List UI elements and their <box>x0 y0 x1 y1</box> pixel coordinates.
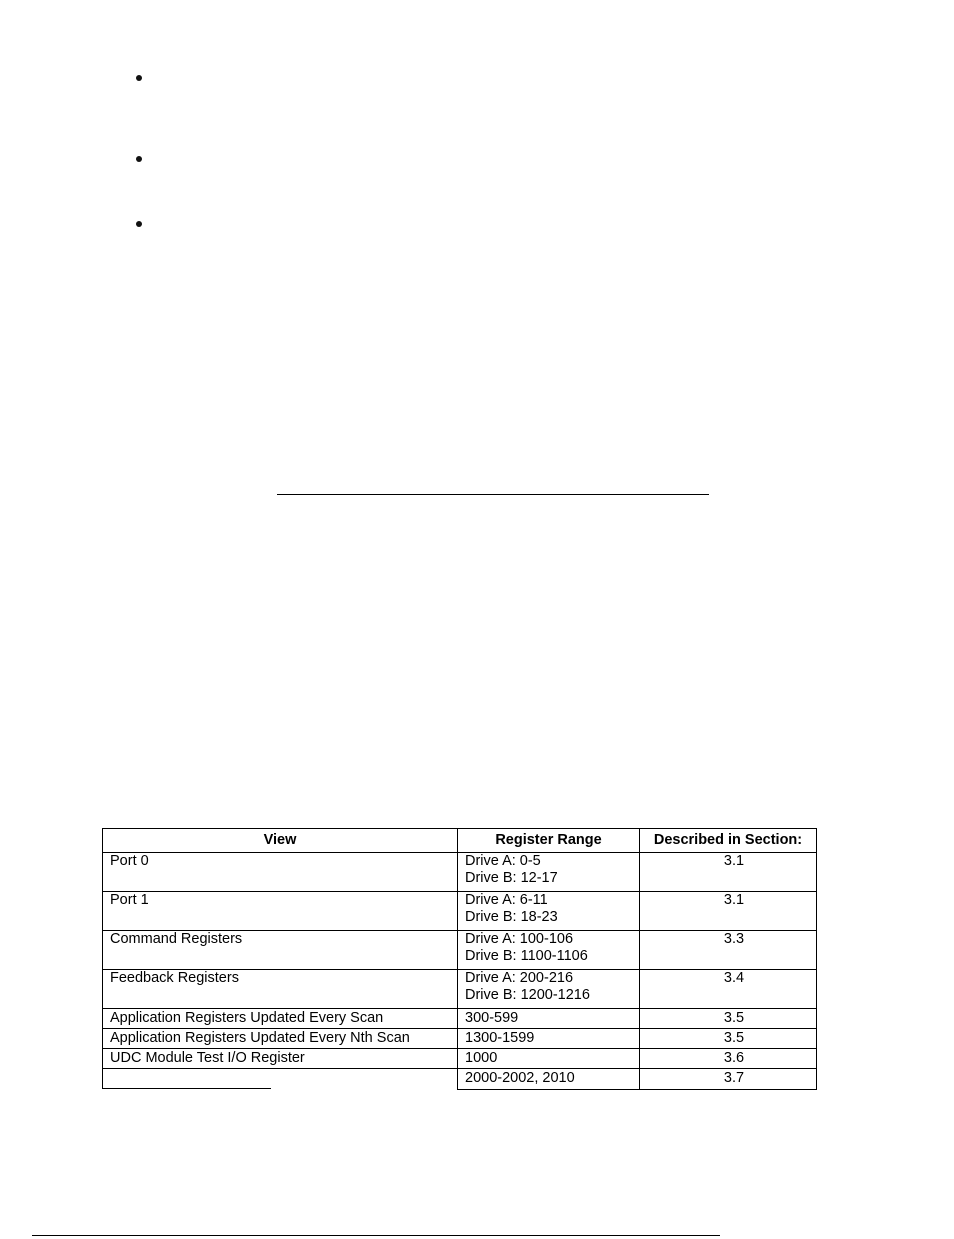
table-row <box>103 931 817 970</box>
row-section: 3.5 <box>640 1029 817 1049</box>
header-register-range: Register Range <box>458 829 640 853</box>
row-section: 3.1 <box>640 853 817 892</box>
page-footer-rule <box>32 1235 720 1236</box>
row-view: Port 1 <box>103 892 458 931</box>
table-row <box>103 1049 817 1069</box>
row-view: UDC Module Test I/O Register <box>103 1049 458 1069</box>
row-range: Drive A: 100-106 Drive B: 1100-1106 <box>458 931 640 970</box>
table-row <box>103 1029 817 1049</box>
row-range: Drive A: 6-11 Drive B: 18-23 <box>458 892 640 931</box>
row-view-blank <box>103 1069 458 1090</box>
header-view: View <box>103 829 458 853</box>
bullet-1 <box>136 75 142 81</box>
row-view: Port 0 <box>103 853 458 892</box>
row-range: 300-599 <box>458 1009 640 1029</box>
row-range: Drive A: 200-216 Drive B: 1200-1216 <box>458 970 640 1009</box>
row-view: Application Registers Updated Every Scan <box>103 1009 458 1029</box>
table-row <box>103 1069 817 1090</box>
row-section: 3.3 <box>640 931 817 970</box>
table-row <box>103 853 817 892</box>
row-section: 3.5 <box>640 1009 817 1029</box>
table-row <box>103 1009 817 1029</box>
table-header-row <box>103 829 817 853</box>
row-range: Drive A: 0-5 Drive B: 12-17 <box>458 853 640 892</box>
bullet-2 <box>136 156 142 162</box>
row-view: Application Registers Updated Every Nth Scan <box>103 1029 458 1049</box>
row-section: 3.6 <box>640 1049 817 1069</box>
bullet-3 <box>136 221 142 227</box>
section-divider-rule <box>277 494 709 495</box>
register-map-table <box>102 828 817 1090</box>
table-row <box>103 892 817 931</box>
row-view: Command Registers <box>103 931 458 970</box>
header-described-in-section: Described in Section: <box>640 829 817 853</box>
row-range: 1300-1599 <box>458 1029 640 1049</box>
row-range: 1000 <box>458 1049 640 1069</box>
table-row <box>103 970 817 1009</box>
row-section: 3.7 <box>640 1069 817 1090</box>
row-view: Feedback Registers <box>103 970 458 1009</box>
row-section: 3.4 <box>640 970 817 1009</box>
row-section: 3.1 <box>640 892 817 931</box>
row-range: 2000-2002, 2010 <box>458 1069 640 1090</box>
